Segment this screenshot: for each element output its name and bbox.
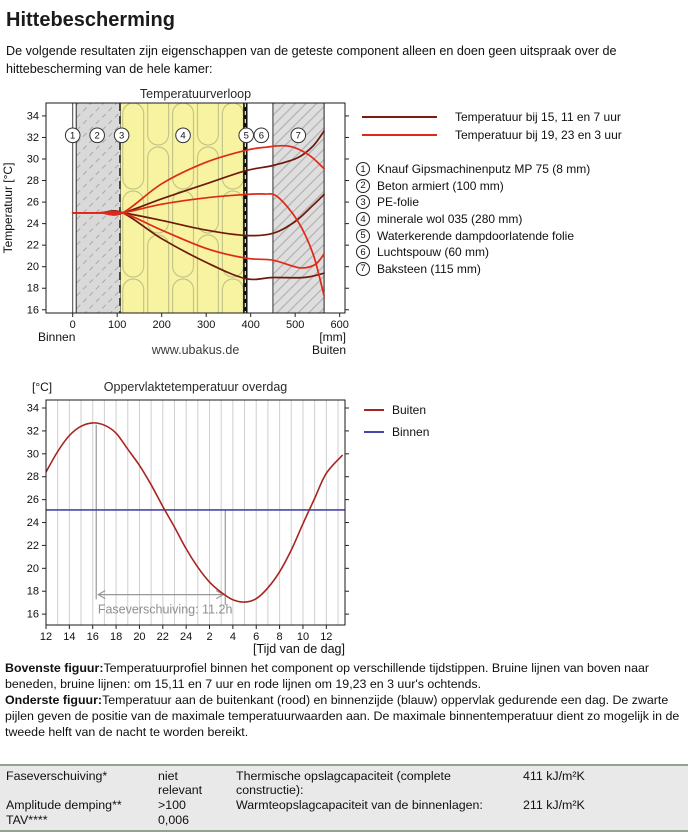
table-cell bbox=[230, 812, 517, 827]
layer-list-item bbox=[356, 227, 590, 244]
chart2-series bbox=[46, 423, 345, 602]
svg-text:Faseverschuiving: 11.2h: Faseverschuiving: 11.2h bbox=[97, 602, 233, 617]
table-cell: niet relevant bbox=[158, 769, 203, 797]
svg-text:12: 12 bbox=[320, 631, 333, 643]
table-cell: TAV**** bbox=[6, 813, 48, 827]
table-cell: 0,006 bbox=[158, 813, 190, 827]
layer-list bbox=[356, 161, 590, 277]
note-bottom-figure bbox=[5, 692, 686, 740]
chart1-layers bbox=[73, 86, 324, 358]
svg-text:16: 16 bbox=[26, 608, 39, 621]
intro-text: De volgende resultaten zijn eigenschappen van de geteste component alleen en doen geen uitspraak over de hittebescherming van de hele kamer: bbox=[6, 44, 617, 76]
svg-text:Temperatuurverloop: Temperatuurverloop bbox=[139, 87, 252, 101]
layer-label: Baksteen (115 mm) bbox=[377, 261, 481, 276]
chart1-legend bbox=[362, 108, 622, 144]
legend-label: Binnen bbox=[392, 425, 430, 439]
layer-number-badge: 6 bbox=[356, 245, 370, 259]
svg-text:4: 4 bbox=[229, 631, 236, 643]
legend-item bbox=[362, 126, 622, 144]
svg-text:1: 1 bbox=[70, 130, 76, 142]
svg-text:20: 20 bbox=[26, 562, 39, 575]
layer-label: minerale wol 035 (280 mm) bbox=[377, 212, 523, 227]
svg-text:22: 22 bbox=[26, 239, 39, 252]
layer-number-badge: 1 bbox=[356, 162, 370, 176]
svg-text:16: 16 bbox=[86, 631, 99, 643]
layer-label: Knauf Gipsmachinenputz MP 75 (8 mm) bbox=[377, 162, 591, 177]
svg-text:2: 2 bbox=[94, 130, 100, 142]
table-cell bbox=[517, 812, 688, 827]
svg-text:30: 30 bbox=[26, 153, 39, 166]
legend-item bbox=[362, 108, 622, 126]
figure-notes bbox=[5, 660, 686, 740]
svg-text:22: 22 bbox=[156, 631, 169, 643]
svg-text:18: 18 bbox=[109, 631, 123, 643]
layer-number-badge: 5 bbox=[356, 229, 370, 243]
svg-text:22: 22 bbox=[26, 539, 39, 552]
svg-text:34: 34 bbox=[26, 110, 39, 123]
legend-item bbox=[364, 421, 429, 443]
layer-list-item bbox=[356, 178, 590, 195]
svg-text:20: 20 bbox=[133, 631, 146, 643]
svg-text:Temperatuur [°C]: Temperatuur [°C] bbox=[1, 162, 15, 254]
svg-text:[Tijd van de dag]: [Tijd van de dag] bbox=[253, 642, 345, 656]
layer-label: Beton armiert (100 mm) bbox=[377, 178, 504, 193]
svg-text:18: 18 bbox=[26, 585, 39, 598]
svg-text:500: 500 bbox=[285, 319, 305, 331]
note-top-figure bbox=[5, 660, 686, 692]
svg-text:26: 26 bbox=[26, 494, 39, 507]
table-cell: Amplitude demping** bbox=[6, 798, 122, 812]
table-cell: 411 kJ/m²K bbox=[523, 769, 585, 783]
legend-label: Buiten bbox=[392, 403, 427, 417]
svg-text:5: 5 bbox=[243, 130, 249, 142]
svg-text:100: 100 bbox=[108, 319, 127, 331]
layer-list-item bbox=[356, 244, 590, 261]
legend-line-swatch bbox=[364, 409, 384, 411]
svg-text:300: 300 bbox=[196, 319, 216, 331]
table-cell: >100 bbox=[158, 798, 186, 812]
note-bottom-lead: Onderste figuur: bbox=[5, 693, 103, 707]
svg-text:4: 4 bbox=[180, 130, 186, 142]
svg-text:8: 8 bbox=[276, 631, 283, 643]
layer-number-badge: 4 bbox=[356, 212, 370, 226]
svg-text:34: 34 bbox=[26, 402, 39, 415]
svg-text:6: 6 bbox=[253, 631, 260, 643]
layer-number-badge: 3 bbox=[356, 195, 370, 209]
legend-label: Temperatuur bij 15, 11 en 7 uur bbox=[455, 110, 621, 124]
temperature-profile-chart bbox=[0, 86, 352, 358]
svg-text:28: 28 bbox=[26, 471, 39, 484]
svg-text:3: 3 bbox=[118, 130, 125, 142]
svg-text:0: 0 bbox=[69, 319, 76, 331]
layer-list-item bbox=[356, 261, 590, 278]
svg-text:32: 32 bbox=[26, 425, 39, 438]
svg-text:16: 16 bbox=[26, 304, 39, 317]
note-top-lead: Bovenste figuur: bbox=[5, 661, 104, 675]
legend-line-swatch bbox=[362, 134, 437, 136]
svg-text:Buiten: Buiten bbox=[311, 343, 346, 357]
layer-label: Waterkerende dampdoorlatende folie bbox=[377, 228, 575, 243]
svg-text:6: 6 bbox=[258, 130, 264, 142]
layer-list-item bbox=[356, 194, 590, 211]
svg-text:32: 32 bbox=[26, 131, 39, 144]
layer-number-badge: 7 bbox=[356, 262, 370, 276]
svg-text:10: 10 bbox=[296, 631, 310, 643]
svg-text:Oppervlaktetemperatuur overdag: Oppervlaktetemperatuur overdag bbox=[103, 380, 288, 394]
svg-text:18: 18 bbox=[26, 282, 39, 295]
svg-text:28: 28 bbox=[26, 175, 39, 188]
note-bottom-text: Temperatuur aan de buitenkant (rood) en binnenzijde (blauw) oppervlak gedurende een dag. De zwarte pijlen geven de positie van de maximale temperatuurwaarden aan. De maximale binnentemperatuur dient zo mogelijk in de tweede helft van de nacht te worden bereikt. bbox=[5, 693, 680, 739]
note-top-text: Temperatuurprofiel binnen het component op verschillende tijdstippen. Bruine lijnen van boven naar beneden, bruine lijnen: om 15,11 en 7 uur en rode lijnen om 19,23 en 3 uur's ochtends. bbox=[5, 661, 649, 691]
legend-line-swatch bbox=[364, 431, 384, 433]
layer-list-item bbox=[356, 211, 590, 228]
svg-text:7: 7 bbox=[295, 130, 301, 142]
legend-item bbox=[364, 399, 429, 421]
legend-label: Temperatuur bij 19, 23 en 3 uur bbox=[455, 128, 622, 142]
chart2-plot-border bbox=[46, 400, 345, 625]
table-cell: Thermische opslagcapaciteit (complete constructie): bbox=[236, 769, 451, 797]
layer-list-item bbox=[356, 161, 590, 178]
layer-label: Luchtspouw (60 mm) bbox=[377, 245, 490, 260]
svg-text:14: 14 bbox=[63, 631, 76, 643]
svg-text:2: 2 bbox=[206, 631, 213, 643]
svg-text:24: 24 bbox=[26, 517, 39, 530]
page-title: Hittebescherming bbox=[6, 9, 175, 31]
svg-text:[°C]: [°C] bbox=[32, 380, 53, 394]
svg-text:24: 24 bbox=[26, 218, 39, 231]
svg-text:Binnen: Binnen bbox=[38, 330, 76, 344]
table-cell: Warmteopslagcapaciteit van de binnenlagen: bbox=[236, 798, 483, 812]
svg-text:24: 24 bbox=[180, 631, 193, 643]
results-table bbox=[0, 764, 688, 832]
svg-text:12: 12 bbox=[39, 631, 53, 643]
chart2-gridlines bbox=[58, 400, 338, 625]
svg-text:www.ubakus.de: www.ubakus.de bbox=[151, 343, 240, 357]
svg-text:[mm]: [mm] bbox=[319, 330, 346, 344]
chart1-layer-numbers bbox=[65, 128, 305, 143]
series-buiten bbox=[46, 423, 343, 602]
svg-text:30: 30 bbox=[26, 448, 39, 461]
svg-text:20: 20 bbox=[26, 261, 39, 274]
surface-temperature-chart bbox=[0, 376, 352, 656]
layer-number-badge: 2 bbox=[356, 179, 370, 193]
table-cell: Faseverschuiving* bbox=[6, 769, 108, 783]
svg-text:600: 600 bbox=[330, 319, 349, 331]
table-cell: 211 kJ/m²K bbox=[523, 798, 585, 812]
svg-text:400: 400 bbox=[241, 319, 260, 331]
chart2-legend bbox=[364, 399, 429, 443]
layer-label: PE-folie bbox=[377, 195, 420, 210]
svg-text:26: 26 bbox=[26, 196, 39, 209]
svg-text:200: 200 bbox=[152, 319, 171, 331]
phase-shift-annotation bbox=[96, 425, 232, 617]
legend-line-swatch bbox=[362, 116, 437, 118]
